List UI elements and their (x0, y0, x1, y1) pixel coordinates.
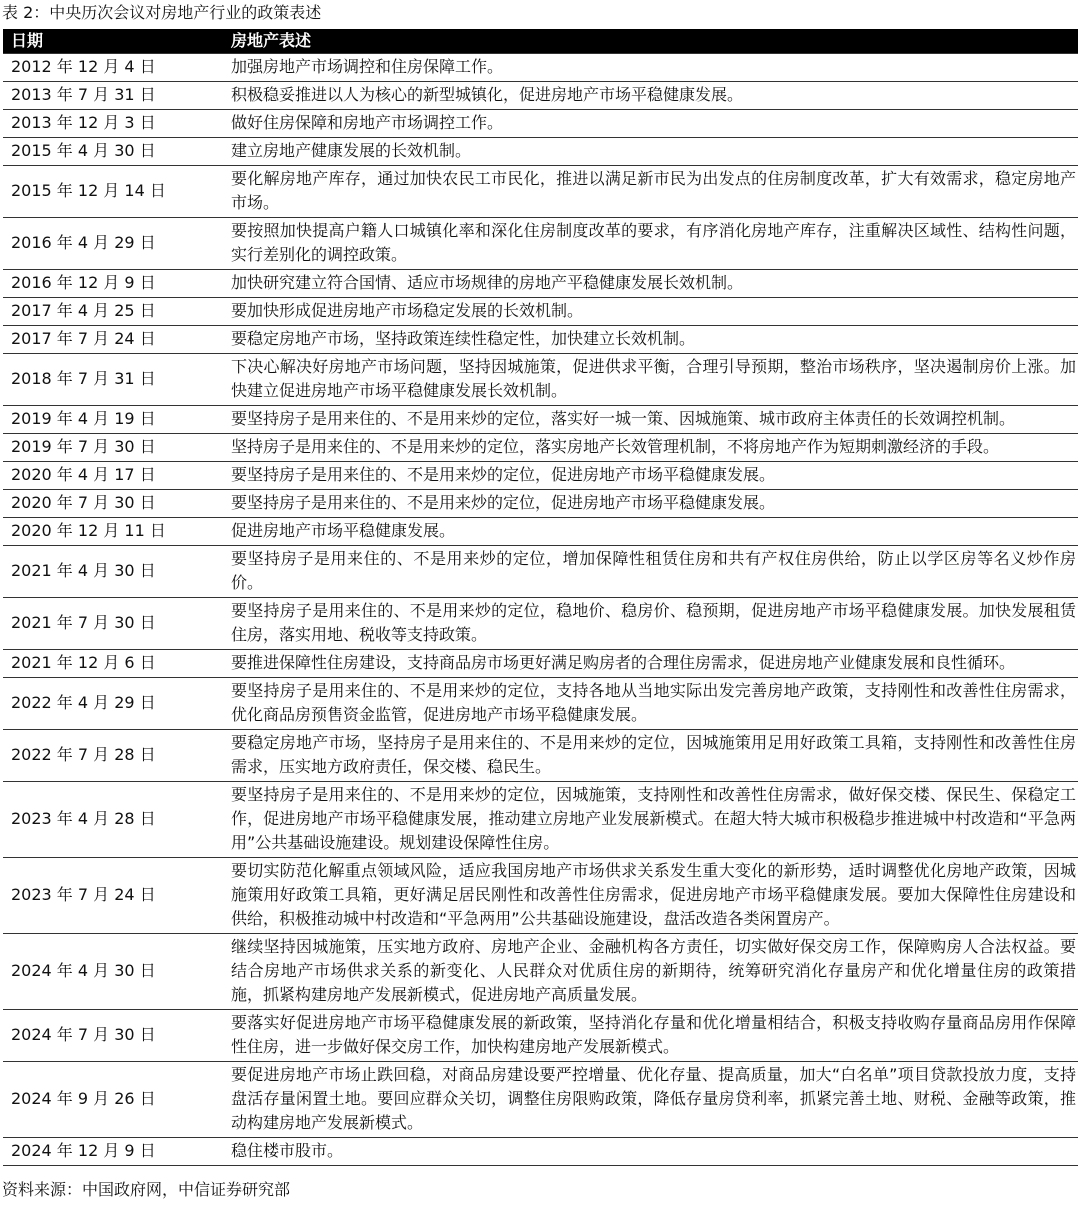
table-row (3, 270, 1078, 298)
row-date: 2020 年 4 月 17 日 (3, 462, 227, 490)
table-row (3, 462, 1078, 490)
table-row (3, 110, 1078, 138)
row-desc: 要坚持房子是用来住的、不是用来炒的定位，促进房地产市场平稳健康发展。 (227, 462, 1078, 490)
row-desc: 加快研究建立符合国情、适应市场规律的房地产平稳健康发展长效机制。 (227, 270, 1078, 298)
row-date: 2021 年 7 月 30 日 (3, 598, 227, 650)
row-desc: 要坚持房子是用来住的、不是用来炒的定位，增加保障性租赁住房和共有产权住房供给，防止以学区房等名义炒作房价。 (227, 546, 1078, 598)
row-desc: 要坚持房子是用来住的、不是用来炒的定位，支持各地从当地实际出发完善房地产政策，支持刚性和改善性住房需求，优化商品房预售资金监管，促进房地产市场平稳健康发展。 (227, 678, 1078, 730)
row-desc: 要稳定房地产市场，坚持房子是用来住的、不是用来炒的定位，因城施策用足用好政策工具箱，支持刚性和改善性住房需求，压实地方政府责任，保交楼、稳民生。 (227, 730, 1078, 782)
row-date: 2016 年 4 月 29 日 (3, 218, 227, 270)
row-date: 2019 年 7 月 30 日 (3, 434, 227, 462)
row-desc: 要稳定房地产市场，坚持政策连续性稳定性，加快建立长效机制。 (227, 326, 1078, 354)
row-desc: 要推进保障性住房建设，支持商品房市场更好满足购房者的合理住房需求，促进房地产业健康发展和良性循环。 (227, 650, 1078, 678)
table-row (3, 490, 1078, 518)
row-date: 2024 年 12 月 9 日 (3, 1138, 227, 1166)
row-date: 2020 年 7 月 30 日 (3, 490, 227, 518)
row-desc: 积极稳妥推进以人为核心的新型城镇化，促进房地产市场平稳健康发展。 (227, 82, 1078, 110)
row-desc: 要按照加快提高户籍人口城镇化率和深化住房制度改革的要求，有序消化房地产库存，注重解决区域性、结构性问题，实行差别化的调控政策。 (227, 218, 1078, 270)
row-desc: 加强房地产市场调控和住房保障工作。 (227, 54, 1078, 82)
table-row (3, 598, 1078, 650)
table-row (3, 434, 1078, 462)
row-date: 2015 年 4 月 30 日 (3, 138, 227, 166)
header-desc: 房地产表述 (227, 29, 1078, 54)
table-caption: 表 2：中央历次会议对房地产行业的政策表述 (2, 3, 322, 22)
row-date: 2023 年 4 月 28 日 (3, 782, 227, 858)
row-desc: 要切实防范化解重点领域风险，适应我国房地产市场供求关系发生重大变化的新形势，适时调整优化房地产政策，因城施策用好政策工具箱，更好满足居民刚性和改善性住房需求，促进房地产市场平稳健康发展。要加大保障性住房建设和供给，积极推动城中村改造和“平急两用”公共基础设施建设，盘活改造各类闲置房产。 (227, 858, 1078, 934)
row-desc: 做好住房保障和房地产市场调控工作。 (227, 110, 1078, 138)
table-header (3, 29, 1078, 54)
row-desc: 要加快形成促进房地产市场稳定发展的长效机制。 (227, 298, 1078, 326)
table-row (3, 138, 1078, 166)
row-desc: 要落实好促进房地产市场平稳健康发展的新政策，坚持消化存量和优化增量相结合，积极支持收购存量商品房用作保障性住房，进一步做好保交房工作，加快构建房地产发展新模式。 (227, 1010, 1078, 1062)
table-row (3, 326, 1078, 354)
row-date: 2018 年 7 月 31 日 (3, 354, 227, 406)
row-desc: 建立房地产健康发展的长效机制。 (227, 138, 1078, 166)
row-desc: 要坚持房子是用来住的、不是用来炒的定位，因城施策，支持刚性和改善性住房需求，做好保交楼、保民生、保稳定工作，促进房地产市场平稳健康发展，推动建立房地产业发展新模式。在超大特大城市积极稳步推进城中村改造和“平急两用”公共基础设施建设。规划建设保障性住房。 (227, 782, 1078, 858)
table-row (3, 166, 1078, 218)
row-desc: 促进房地产市场平稳健康发展。 (227, 518, 1078, 546)
table-row (3, 1010, 1078, 1062)
row-desc: 下决心解决好房地产市场问题，坚持因城施策，促进供求平衡，合理引导预期，整治市场秩序，坚决遏制房价上涨。加快建立促进房地产市场平稳健康发展长效机制。 (227, 354, 1078, 406)
row-date: 2019 年 4 月 19 日 (3, 406, 227, 434)
table-row (3, 82, 1078, 110)
row-desc: 要促进房地产市场止跌回稳，对商品房建设要严控增量、优化存量、提高质量，加大“白名单”项目贷款投放力度，支持盘活存量闲置土地。要回应群众关切，调整住房限购政策，降低存量房贷利率，抓紧完善土地、财税、金融等政策，推动构建房地产发展新模式。 (227, 1062, 1078, 1138)
source-note: 资料来源：中国政府网，中信证券研究部 (2, 1180, 291, 1199)
table-row (3, 298, 1078, 326)
row-date: 2021 年 12 月 6 日 (3, 650, 227, 678)
row-desc: 稳住楼市股市。 (227, 1138, 1078, 1166)
table-row (3, 650, 1078, 678)
row-date: 2022 年 4 月 29 日 (3, 678, 227, 730)
row-date: 2022 年 7 月 28 日 (3, 730, 227, 782)
row-date: 2013 年 12 月 3 日 (3, 110, 227, 138)
table-body (3, 54, 1078, 1166)
row-date: 2015 年 12 月 14 日 (3, 166, 227, 218)
policy-table (3, 29, 1078, 1166)
row-date: 2016 年 12 月 9 日 (3, 270, 227, 298)
row-date: 2024 年 4 月 30 日 (3, 934, 227, 1010)
table-row (3, 54, 1078, 82)
row-date: 2021 年 4 月 30 日 (3, 546, 227, 598)
row-desc: 要化解房地产库存，通过加快农民工市民化，推进以满足新市民为出发点的住房制度改革，扩大有效需求，稳定房地产市场。 (227, 166, 1078, 218)
table-row (3, 546, 1078, 598)
row-date: 2017 年 4 月 25 日 (3, 298, 227, 326)
row-desc: 要坚持房子是用来住的、不是用来炒的定位，落实好一城一策、因城施策、城市政府主体责任的长效调控机制。 (227, 406, 1078, 434)
table-row (3, 934, 1078, 1010)
row-date: 2013 年 7 月 31 日 (3, 82, 227, 110)
table-row (3, 518, 1078, 546)
table-row (3, 218, 1078, 270)
table-row (3, 782, 1078, 858)
table-row (3, 406, 1078, 434)
table-row (3, 730, 1078, 782)
row-date: 2017 年 7 月 24 日 (3, 326, 227, 354)
table-row (3, 354, 1078, 406)
table-row (3, 1062, 1078, 1138)
row-desc: 要坚持房子是用来住的、不是用来炒的定位，稳地价、稳房价、稳预期，促进房地产市场平稳健康发展。加快发展租赁住房，落实用地、税收等支持政策。 (227, 598, 1078, 650)
row-date: 2023 年 7 月 24 日 (3, 858, 227, 934)
row-desc: 坚持房子是用来住的、不是用来炒的定位，落实房地产长效管理机制，不将房地产作为短期刺激经济的手段。 (227, 434, 1078, 462)
row-desc: 要坚持房子是用来住的、不是用来炒的定位，促进房地产市场平稳健康发展。 (227, 490, 1078, 518)
row-date: 2024 年 9 月 26 日 (3, 1062, 227, 1138)
row-date: 2020 年 12 月 11 日 (3, 518, 227, 546)
row-desc: 继续坚持因城施策，压实地方政府、房地产企业、金融机构各方责任，切实做好保交房工作，保障购房人合法权益。要结合房地产市场供求关系的新变化、人民群众对优质住房的新期待，统筹研究消化存量房产和优化增量住房的政策措施，抓紧构建房地产发展新模式，促进房地产高质量发展。 (227, 934, 1078, 1010)
table-row (3, 1138, 1078, 1166)
row-date: 2012 年 12 月 4 日 (3, 54, 227, 82)
table-row (3, 678, 1078, 730)
header-date: 日期 (3, 29, 227, 54)
table-row (3, 858, 1078, 934)
row-date: 2024 年 7 月 30 日 (3, 1010, 227, 1062)
